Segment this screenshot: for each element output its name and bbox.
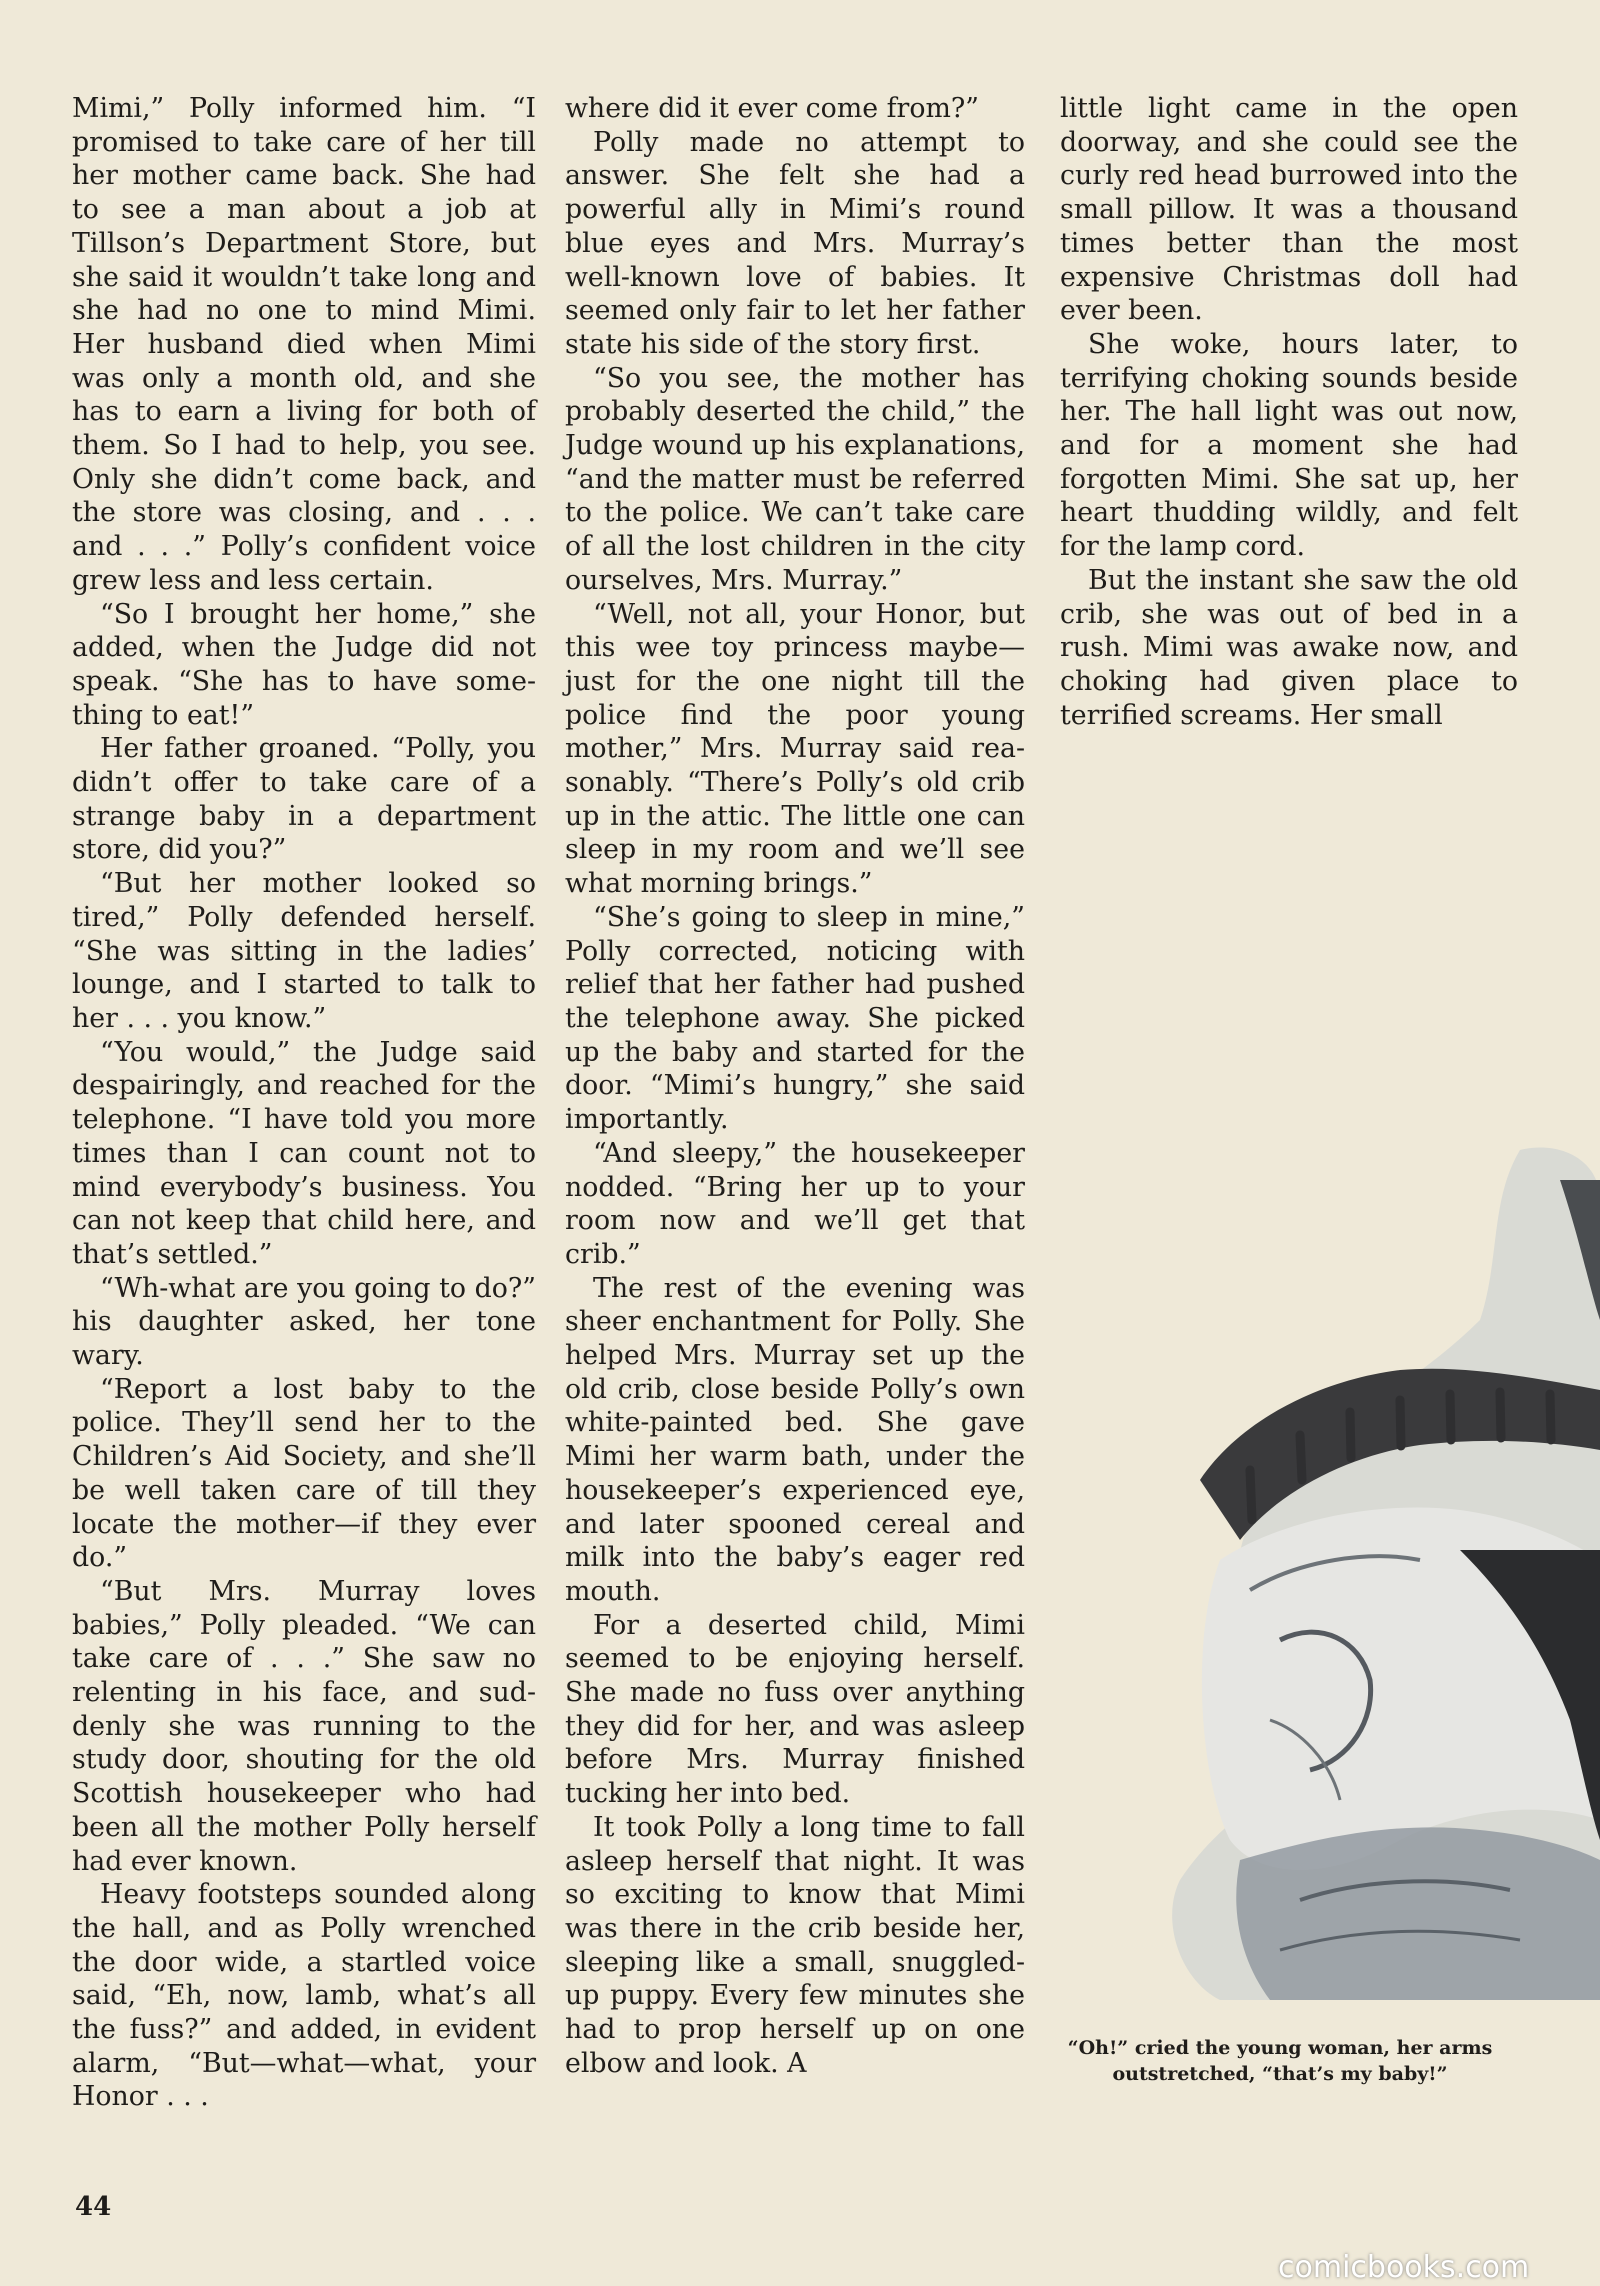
paragraph: Her father groaned. “Polly, you didn’t offer to take care of a strange baby in a department store, did you?” bbox=[72, 733, 536, 866]
paragraph: “Wh-what are you going to do?” his daughter asked, her tone wary. bbox=[72, 1272, 536, 1372]
page-number: 44 bbox=[75, 2192, 112, 2222]
paragraph: Heavy footsteps sounded along the hall, and as Polly wrenched the door wide, a startled voice said, “Eh, now, lamb, what’s all the fuss?” and added, in evident alarm, “But—what—what, your Honor . . . bbox=[72, 1879, 536, 2113]
text-column-1 bbox=[72, 92, 536, 2114]
paragraph: little light came in the open doorway, and she could see the curly red head burrowed into the small pillow. It was a thousand times better than the most expensive Christmas doll had ever been. bbox=[1060, 93, 1518, 327]
paragraph: She woke, hours later, to terrifying choking sounds beside her. The hall light was out now, and for a moment she had forgotten Mimi. She sat up, her heart thudding wildly, and felt for the lamp cord. bbox=[1060, 328, 1518, 563]
paragraph: “She’s going to sleep in mine,” Polly corrected, noticing with relief that her father had pushed the telephone away. She picked up the baby and started for the door. “Mimi’s hungry,” she said importantly. bbox=[565, 901, 1025, 1136]
crib-illustration bbox=[1160, 1120, 1600, 2000]
paragraph: “And sleepy,” the housekeeper nodded. “Bring her up to your room now and we’ll get that crib.” bbox=[565, 1137, 1025, 1270]
paragraph: Polly made no attempt to answer. She felt she had a powerful ally in Mimi’s round blue eyes and Mrs. Murray’s well-known love of babies. It seemed only fair to let her father state his side of the story first. bbox=[565, 126, 1025, 360]
paragraph: But the instant she saw the old crib, she was out of bed in a rush. Mimi was awake now, and choking had given place to terrified screams. Her small bbox=[1060, 564, 1518, 731]
illustration-caption: “Oh!” cried the young woman, her arms outstretched, “that’s my baby!” bbox=[1067, 2037, 1493, 2085]
paragraph: “So I brought her home,” she added, when the Judge did not speak. “She has to have something to eat!” bbox=[72, 598, 536, 731]
paragraph: “You would,” the Judge said despairingly, and reached for the telephone. “I have told you more times than I can count not to mind everybody’s business. You can not keep that child here, and that’s settled.” bbox=[72, 1036, 536, 1270]
paragraph: where did it ever come from?” bbox=[565, 93, 979, 124]
paragraph: For a deserted child, Mimi seemed to be enjoying herself. She made no fuss over anything they did for her, and was asleep before Mrs. Murray finished tucking her into bed. bbox=[565, 1609, 1025, 1810]
paragraph: The rest of the evening was sheer enchantment for Polly. She helped Mrs. Murray set up the old crib, close beside Polly’s own white-painted bed. She gave Mimi her warm bath, under the housekeeper’s experienced eye, and later spooned cereal and milk into the baby’s eager red mouth. bbox=[565, 1272, 1025, 1607]
paragraph: It took Polly a long time to fall asleep herself that night. It was so exciting to know that Mimi was there in the crib beside her, sleeping like a small, snuggled-up puppy. Every few minutes she had to prop herself up on one elbow and look. A bbox=[565, 1811, 1025, 2079]
text-column-2 bbox=[565, 92, 1025, 2080]
paragraph: “But her mother looked so tired,” Polly defended herself. “She was sitting in the ladies’ lounge, and I started to talk to her . . . you know.” bbox=[72, 868, 536, 1034]
paragraph: “So you see, the mother has probably deserted the child,” the Judge wound up his explanations, “and the matter must be referred to the police. We can’t take care of all the lost children in the city ourselves, Mrs. Murray.” bbox=[565, 362, 1025, 596]
paragraph: “Well, not all, your Honor, but this wee toy princess maybe—just for the one night till the police find the poor young mother,” Mrs. Murray said reasonably. “There’s Polly’s old crib up in the attic. The little one can sleep in my room and we’ll see what morning brings.” bbox=[565, 598, 1025, 900]
paragraph: “Report a lost baby to the police. They’ll send her to the Children’s Aid Society, and she’ll be well taken care of till they locate the mother—if they ever do.” bbox=[72, 1373, 536, 1574]
watermark: comicbooks.com bbox=[1278, 2250, 1530, 2285]
paragraph: “But Mrs. Murray loves babies,” Polly pleaded. “We can take care of . . .” She saw no relenting in his face, and suddenly she was running to the study door, shouting for the old Scottish housekeeper who had been all the mother Polly herself had ever known. bbox=[72, 1575, 536, 1877]
text-column-3 bbox=[1060, 92, 1518, 732]
paragraph: Mimi,” Polly informed him. “I promised to take care of her till her mother came back. She had to see a man about a job at Tillson’s Department Store, but she said it wouldn’t take long and she had no one to mind Mimi. Her husband died when Mimi was only a month old, and she has to earn a living for both of them. So I had to help, you see. Only she didn’t come back, and the store was closing, and . . . and . . .” Polly’s confident voice grew less and less certain. bbox=[72, 93, 536, 596]
